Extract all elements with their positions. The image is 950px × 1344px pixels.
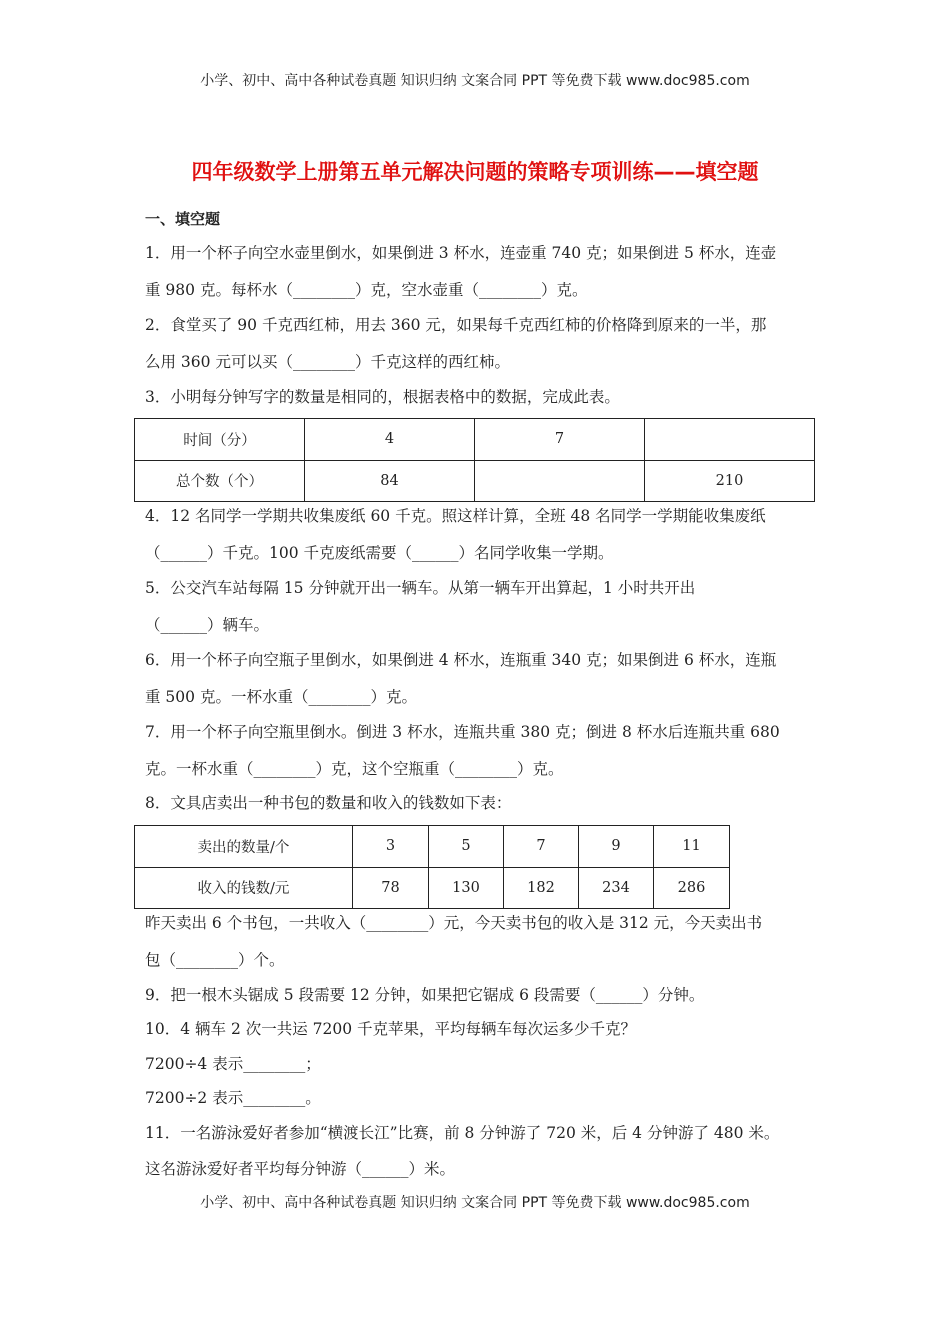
table-cell: 5 [429,826,504,868]
question-line: 1．用一个杯子向空水壶里倒水，如果倒进 3 杯水，连壶重 740 克；如果倒进 5 杯水，连壶 [145,244,777,262]
table-row [135,867,730,909]
table-row [135,419,815,461]
question-line: 昨天卖出 6 个书包，一共收入（________）元，今天卖书包的收入是 312 元，今天卖出书 [145,914,763,932]
table-cell: 78 [353,867,429,909]
table-cell: 卖出的数量/个 [135,826,353,868]
table-cell: 210 [645,460,815,502]
question-line: 7200÷2 表示________。 [145,1089,321,1107]
table-cell [645,419,815,461]
table-cell: 182 [504,867,579,909]
question-line: 克。一杯水重（________）克，这个空瓶重（________）克。 [145,760,564,778]
question-line: 7200÷4 表示________； [145,1055,321,1073]
question-line: 3．小明每分钟写字的数量是相同的，根据表格中的数据，完成此表。 [145,388,620,406]
table-cell: 130 [429,867,504,909]
question-line: 包（________）个。 [145,951,285,969]
question-line: 6．用一个杯子向空瓶子里倒水，如果倒进 4 杯水，连瓶重 340 克；如果倒进 6 杯水，连瓶 [145,651,777,669]
document-title: 四年级数学上册第五单元解决问题的策略专项训练——填空题 [191,160,759,184]
section-heading: 一、填空题 [145,210,221,228]
table-cell: 84 [305,460,475,502]
table-writing-rate [134,418,815,502]
table-cell: 7 [475,419,645,461]
table-row [135,826,730,868]
table-bag-sales [134,825,730,909]
page-header: 小学、初中、高中各种试卷真题 知识归纳 文案合同 PPT 等免费下载 www.doc985.com [200,73,750,89]
question-line: 7．用一个杯子向空瓶里倒水。倒进 3 杯水，连瓶共重 380 克；倒进 8 杯水后连瓶共重 680 [145,723,780,741]
question-line: 重 980 克。每杯水（________）克，空水壶重（________）克。 [145,281,588,299]
question-line: 重 500 克。一杯水重（________）克。 [145,688,417,706]
table-cell: 时间（分） [135,419,305,461]
question-line: 10．4 辆车 2 次一共运 7200 千克苹果，平均每辆车每次运多少千克？ [145,1020,637,1038]
page-footer: 小学、初中、高中各种试卷真题 知识归纳 文案合同 PPT 等免费下载 www.doc985.com [200,1195,750,1211]
table-cell: 11 [654,826,730,868]
table-cell: 7 [504,826,579,868]
table-cell: 收入的钱数/元 [135,867,353,909]
question-line: 2．食堂买了 90 千克西红柿，用去 360 元，如果每千克西红柿的价格降到原来的一半，那 [145,316,767,334]
question-line: 4．12 名同学一学期共收集废纸 60 千克。照这样计算，全班 48 名同学一学期能收集废纸 [145,507,766,525]
table-cell: 286 [654,867,730,909]
question-line: 这名游泳爱好者平均每分钟游（______）米。 [145,1160,456,1178]
question-line: 9．把一根木头锯成 5 段需要 12 分钟，如果把它锯成 6 段需要（______）分钟。 [145,986,705,1004]
table-row [135,460,815,502]
question-line: 8．文具店卖出一种书包的数量和收入的钱数如下表： [145,794,512,812]
question-line: （______）千克。100 千克废纸需要（______）名同学收集一学期。 [145,544,614,562]
question-line: 么用 360 元可以买（________）千克这样的西红柿。 [145,353,510,371]
table-cell [475,460,645,502]
question-line: 11．一名游泳爱好者参加“横渡长江”比赛，前 8 分钟游了 720 米，后 4 分钟游了 480 米。 [145,1124,780,1142]
table-cell: 234 [579,867,654,909]
table-cell: 4 [305,419,475,461]
question-line: （______）辆车。 [145,616,270,634]
table-cell: 9 [579,826,654,868]
table-cell: 3 [353,826,429,868]
question-line: 5．公交汽车站每隔 15 分钟就开出一辆车。从第一辆车开出算起，1 小时共开出 [145,579,696,597]
table-cell: 总个数（个） [135,460,305,502]
